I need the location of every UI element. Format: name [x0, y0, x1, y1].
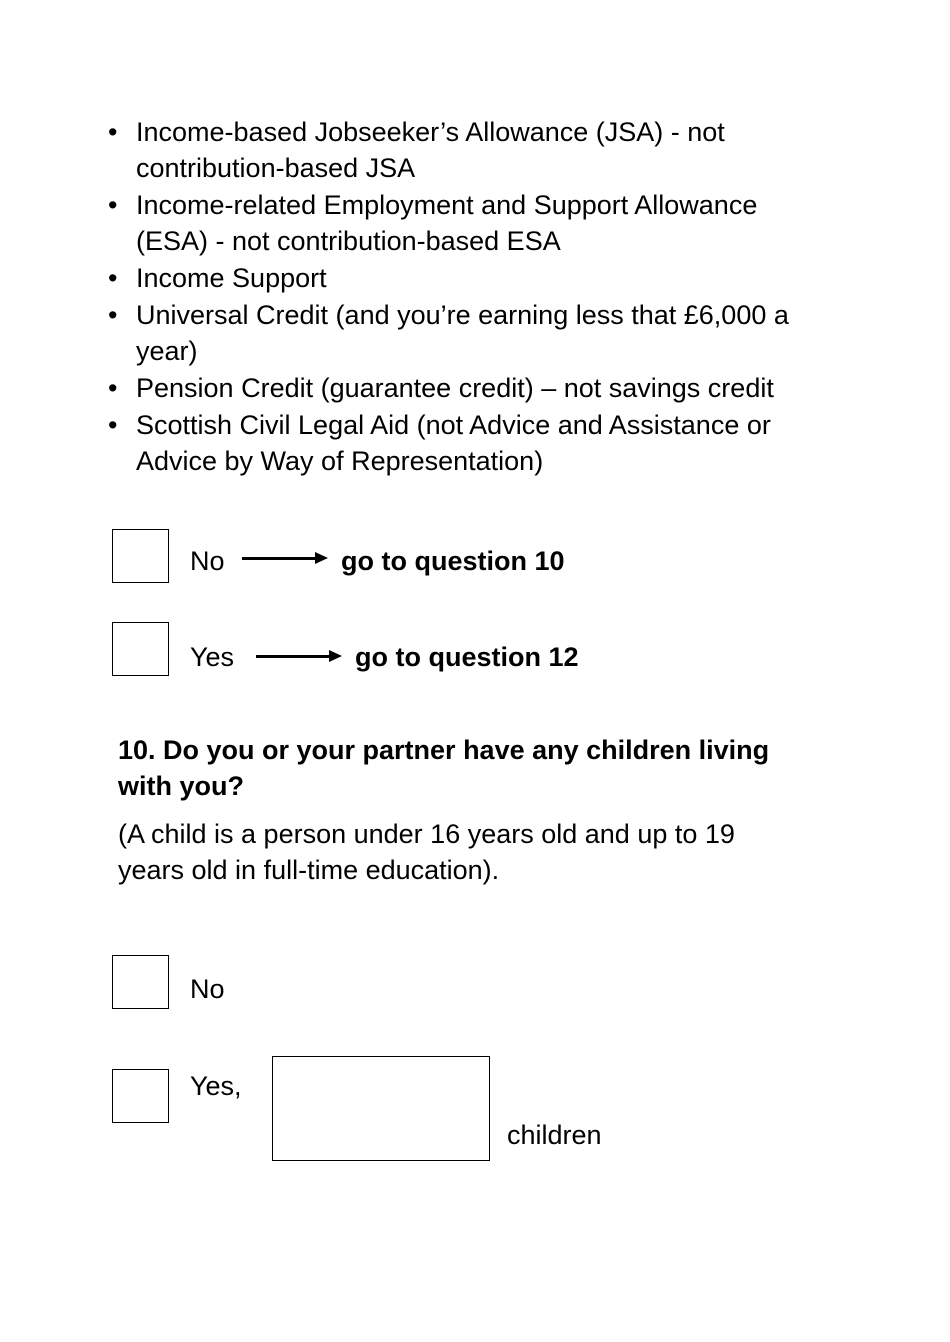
bullet-icon: • [108, 410, 118, 440]
arrow-right-icon [256, 650, 342, 662]
question-10-note: (A child is a person under 16 years old and up to 19 years old in full-time education). [118, 819, 735, 885]
q9-yes-checkbox[interactable] [112, 622, 169, 676]
bullet-icon: • [108, 117, 118, 147]
list-item: • Income-related Employment and Support Allowance (ESA) - not contribution-based ESA [108, 187, 848, 259]
list-item: • Universal Credit (and you’re earning less that £6,000 a year) [108, 297, 848, 369]
question-10-title: 10. Do you or your partner have any children living with you? [118, 735, 770, 801]
list-item: • Income Support [108, 260, 848, 296]
benefits-list [108, 114, 848, 480]
q10-yes-checkbox[interactable] [112, 1069, 169, 1123]
q9-yes-label: Yes [190, 642, 235, 672]
arrow-right-icon [242, 552, 328, 564]
q9-yes-goto: go to question 12 [355, 642, 579, 672]
list-item: • Income-based Jobseeker’s Allowance (JSA) - not contribution-based JSA [108, 114, 848, 186]
q10-no-label: No [190, 974, 225, 1004]
list-item: • Scottish Civil Legal Aid (not Advice and Assistance or Advice by Way of Representation) [108, 407, 848, 479]
q9-no-goto: go to question 10 [341, 546, 565, 576]
bullet-icon: • [108, 373, 118, 403]
children-count-field[interactable] [272, 1056, 490, 1161]
q9-no-label: No [190, 546, 225, 576]
q10-no-checkbox[interactable] [112, 955, 169, 1009]
q10-yes-label: Yes, [190, 1071, 242, 1101]
bullet-icon: • [108, 300, 118, 330]
q9-no-checkbox[interactable] [112, 529, 169, 583]
list-item: • Pension Credit (guarantee credit) – not savings credit [108, 370, 848, 406]
bullet-icon: • [108, 263, 118, 293]
bullet-icon: • [108, 190, 118, 220]
children-unit-label: children [507, 1120, 602, 1150]
